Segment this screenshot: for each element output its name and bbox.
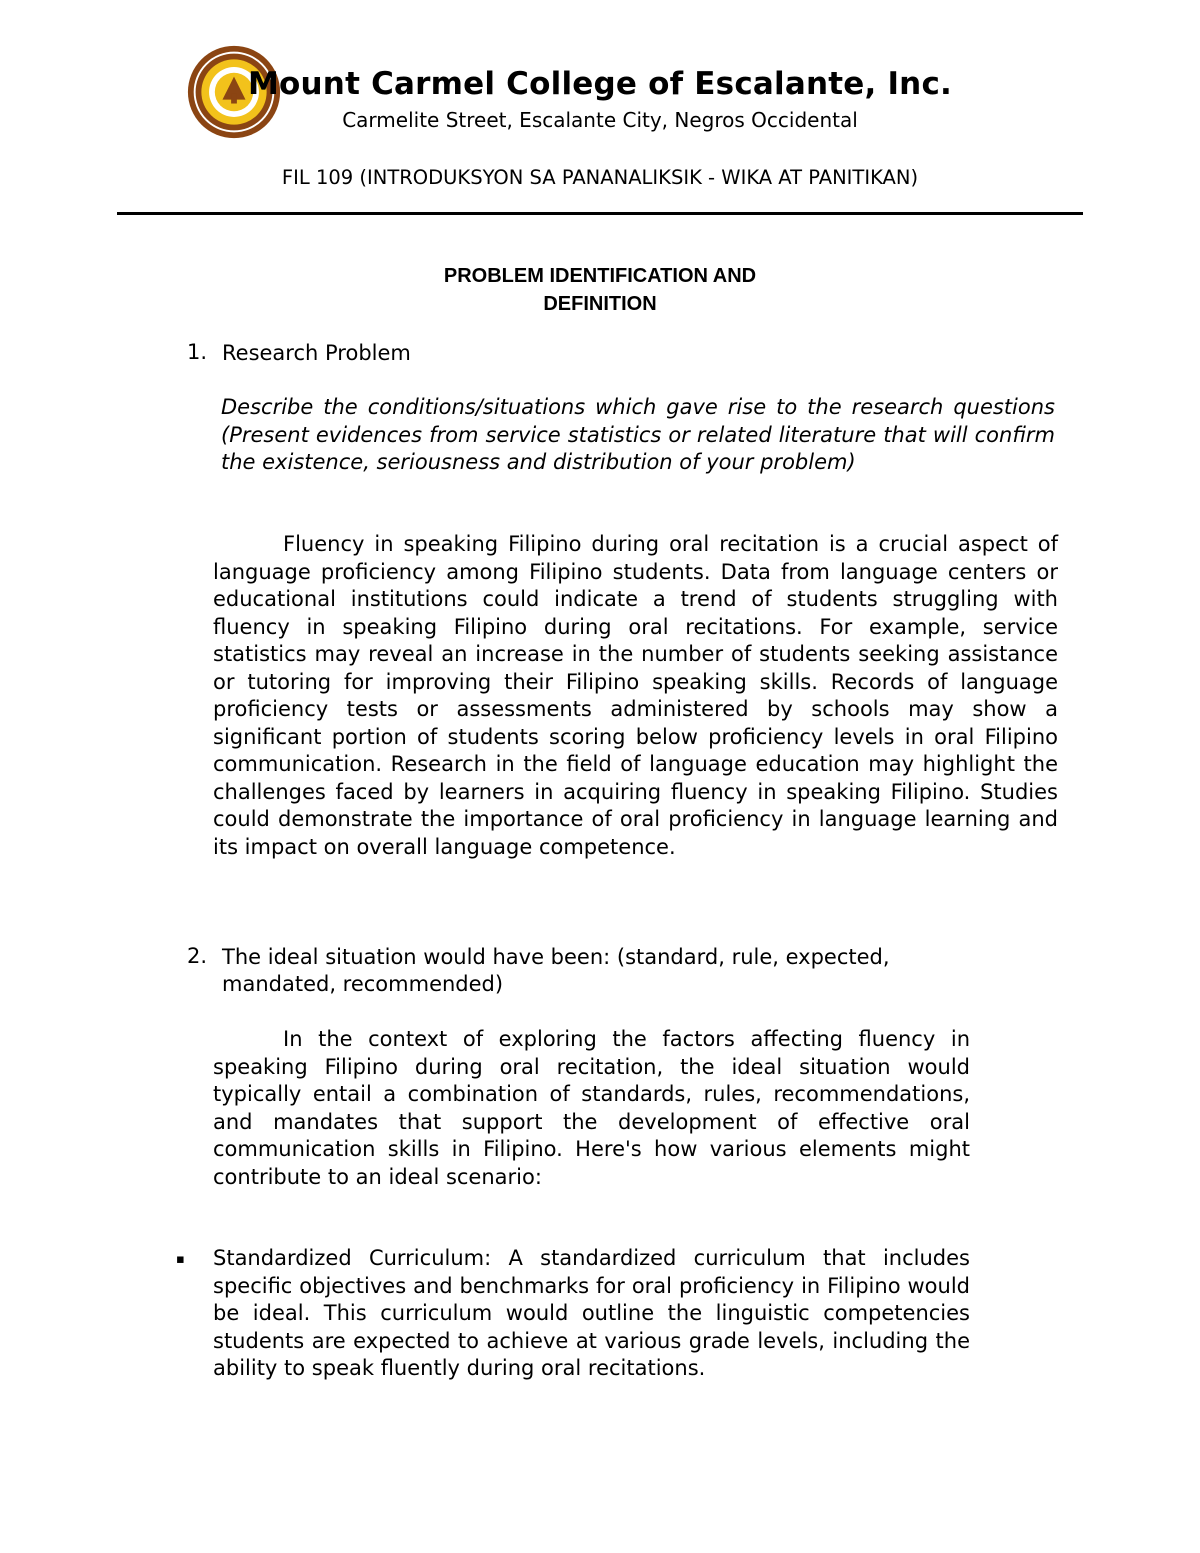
header-divider: [117, 212, 1083, 215]
bullet-item-text: Standardized Curriculum: A standardized curriculum that includes specific objectives and benchmarks for oral proficiency in Filipino would be ideal. This curriculum would outline the linguistic competencies students are expected to achieve at various grade levels, including the ability to speak fluently during oral recitations.: [213, 1246, 970, 1380]
section-2-number: 2.: [187, 944, 208, 968]
school-address: Carmelite Street, Escalante City, Negros Occidental: [342, 108, 858, 132]
section-1-heading: Research Problem: [222, 341, 411, 365]
document-title: [0, 262, 1200, 318]
school-name: Mount Carmel College of Escalante, Inc.: [247, 66, 952, 102]
section-1-number: 1.: [187, 340, 208, 364]
section-1-body: Fluency in speaking Filipino during oral recitation is a crucial aspect of language proficiency among Filipino students. Data from language centers or educational institutions could indicate a trend of students struggling with fluency in speaking Filipino during oral recitations. For example, service statistics may reveal an increase in the number of students seeking assistance or tutoring for improving their Filipino speaking skills. Records of language proficiency tests or assessments administered by schools may show a significant portion of students scoring below proficiency levels in oral Filipino communication. Research in the field of language education may highlight the challenges faced by learners in acquiring fluency in speaking Filipino. Studies could demonstrate the importance of oral proficiency in language learning and its impact on overall language competence.: [213, 532, 1058, 859]
title-line-2: DEFINITION: [543, 293, 657, 315]
section-2-heading: The ideal situation would have been: (standard, rule, expected, mandated, recommended): [222, 945, 890, 996]
section-2-body: In the context of exploring the factors affecting fluency in speaking Filipino during oral recitation, the ideal situation would typically entail a combination of standards, rules, recommendations, and mandates that support the development of effective oral communication skills in Filipino. Here's how various elements might contribute to an ideal scenario:: [213, 1027, 970, 1189]
bullet-marker: ▪: [176, 1252, 185, 1267]
title-line-1: PROBLEM IDENTIFICATION AND: [443, 265, 757, 287]
course-title: FIL 109 (INTRODUKSYON SA PANANALIKSIK - WIKA AT PANITIKAN): [281, 166, 919, 189]
section-1-prompt: Describe the conditions/situations which gave rise to the research questions (Present evidences from service statistics or related literature that will confirm the existence, seriousness and distribution of your problem): [221, 395, 1055, 474]
